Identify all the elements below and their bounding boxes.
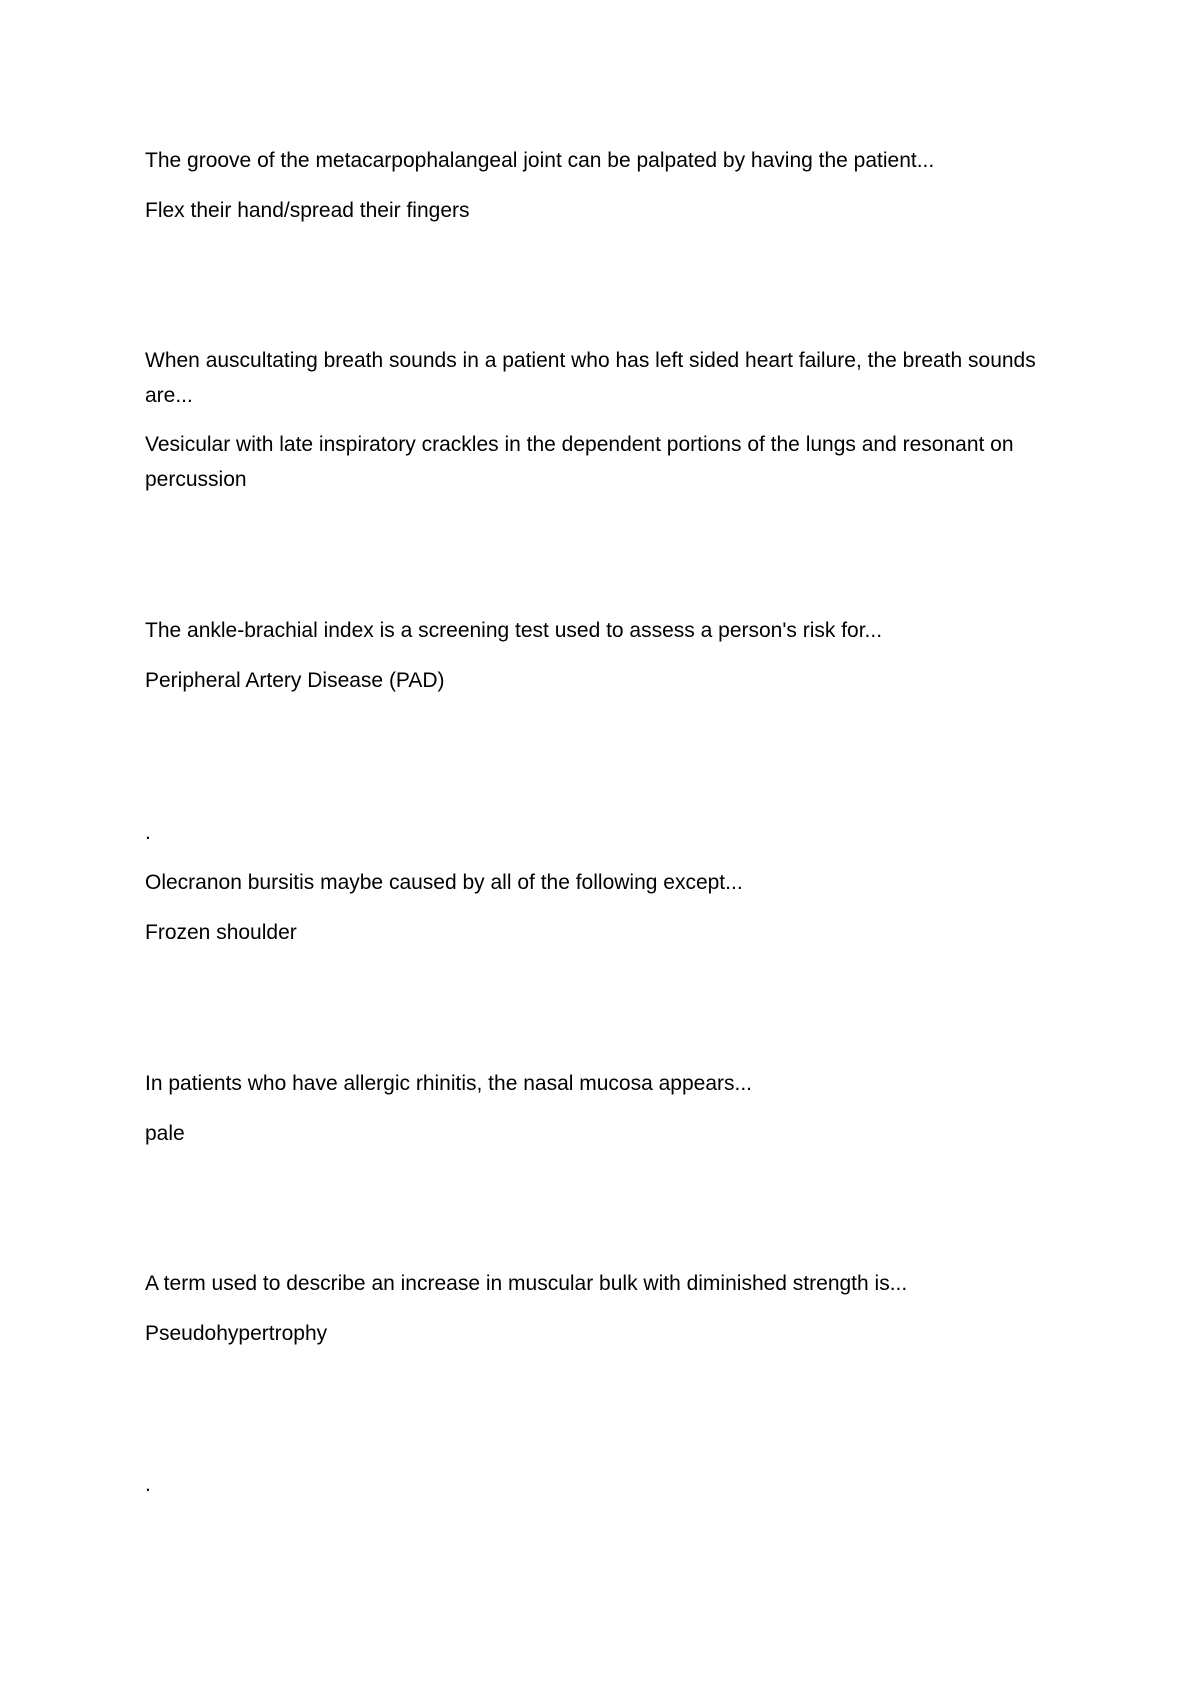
answer-1: Flex their hand/spread their fingers bbox=[145, 199, 470, 222]
separator-dot-1: . bbox=[145, 821, 151, 844]
question-2: When auscultating breath sounds in a patient who has left sided heart failure, the breath sounds are... bbox=[145, 349, 1036, 407]
answer-4: Frozen shoulder bbox=[145, 921, 297, 944]
answer-6: Pseudohypertrophy bbox=[145, 1322, 328, 1345]
answer-2: Vesicular with late inspiratory crackles in the dependent portions of the lungs and resonant on percussion bbox=[145, 433, 1014, 491]
question-6: A term used to describe an increase in muscular bulk with diminished strength is... bbox=[145, 1272, 908, 1295]
separator-dot-2: . bbox=[145, 1473, 151, 1496]
question-3: The ankle-brachial index is a screening test used to assess a person's risk for... bbox=[145, 619, 883, 642]
answer-3: Peripheral Artery Disease (PAD) bbox=[145, 669, 445, 692]
question-1: The groove of the metacarpophalangeal joint can be palpated by having the patient... bbox=[145, 149, 935, 172]
question-5: In patients who have allergic rhinitis, the nasal mucosa appears... bbox=[145, 1072, 753, 1095]
question-4: Olecranon bursitis maybe caused by all of the following except... bbox=[145, 871, 743, 894]
answer-5: pale bbox=[145, 1122, 185, 1145]
